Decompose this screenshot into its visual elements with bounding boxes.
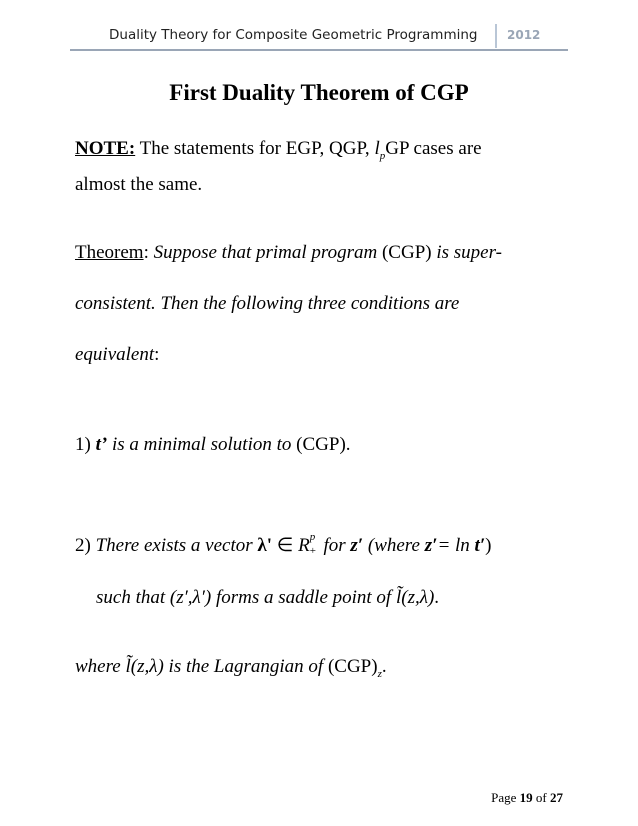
header-title: Duality Theory for Composite Geometric Programming <box>109 27 478 43</box>
cond2-R-sup: p <box>309 531 316 543</box>
cond2-number: 2) <box>75 535 96 556</box>
cond1-text: is a minimal solution to <box>107 434 292 455</box>
theorem-line-3 <box>75 344 159 367</box>
where-line <box>75 656 387 681</box>
cond2-R-scripts <box>309 531 319 557</box>
header-year: 2012 <box>507 28 541 42</box>
cond2-close: ) <box>485 535 492 556</box>
theorem-colon: : <box>143 242 154 263</box>
header-separator <box>495 24 497 48</box>
note-lp-l: l <box>374 138 380 159</box>
condition-2-line-2 <box>96 587 439 610</box>
cond2-where: (where <box>363 535 425 556</box>
cond2-text-a: There exists a vector <box>95 535 258 556</box>
theorem-label: Theorem <box>75 242 144 263</box>
theorem-line-1 <box>75 242 502 265</box>
theorem-line1b: is super- <box>436 242 502 263</box>
note-text-b: GP cases are <box>385 138 482 159</box>
where-sub: z <box>377 667 382 680</box>
cond2-for: for <box>318 535 351 556</box>
cond2-in: ∈ <box>272 535 299 556</box>
where-text-b: is the Lagrangian of <box>163 656 324 677</box>
cond1-cgp: (CGP). <box>291 434 351 455</box>
where-period: . <box>381 656 387 677</box>
cond2-lambda: λ' <box>257 535 273 556</box>
theorem-line1: Suppose that primal program <box>153 242 378 263</box>
cond2-z2: z′ <box>424 535 438 556</box>
cond1-t: t’ <box>95 434 108 455</box>
cond2-t: t′ <box>474 535 486 556</box>
where-cgp: (CGP) <box>323 656 378 677</box>
theorem-line3a: equivalent <box>75 344 155 365</box>
note-text-a: The statements for EGP, QGP, <box>135 138 375 159</box>
footer-of: of <box>532 790 550 805</box>
cond2-R-sub: + <box>309 545 316 557</box>
footer-total-pages: 27 <box>550 790 563 805</box>
footer-page-number: 19 <box>519 790 533 805</box>
page-header <box>70 24 568 48</box>
cond2-R: R <box>298 535 310 556</box>
cond2-line2a: such that <box>96 587 170 608</box>
theorem-cgp: (CGP) <box>377 242 437 263</box>
theorem-line3b: : <box>154 344 160 365</box>
cond2-z: z′ <box>350 535 364 556</box>
note-label: NOTE: <box>75 138 136 159</box>
cond1-number: 1) <box>75 434 96 455</box>
page-title: First Duality Theorem of CGP <box>169 80 469 105</box>
condition-2-line-1 <box>75 531 563 558</box>
footer-page-label: Page <box>491 790 520 805</box>
page-footer <box>491 790 563 806</box>
cond2-func: l̃(z,λ) <box>395 587 435 608</box>
note-lp-sub: p <box>379 149 386 162</box>
cond2-eq: = ln <box>437 535 475 556</box>
note-line-2: almost the same. <box>75 174 203 195</box>
condition-1 <box>75 434 351 457</box>
theorem-line2-text: consistent. Then the following three conditions are <box>75 293 460 314</box>
cond2-period: . <box>434 587 440 608</box>
cond2-pair: (z′,λ′) <box>169 587 212 608</box>
cond2-line2b: forms a saddle point of <box>211 587 396 608</box>
note-paragraph <box>75 138 563 163</box>
where-func: l̃(z,λ) <box>125 656 164 677</box>
header-rule <box>70 49 568 51</box>
theorem-line-2 <box>75 293 459 316</box>
where-text-a: where <box>75 656 126 677</box>
